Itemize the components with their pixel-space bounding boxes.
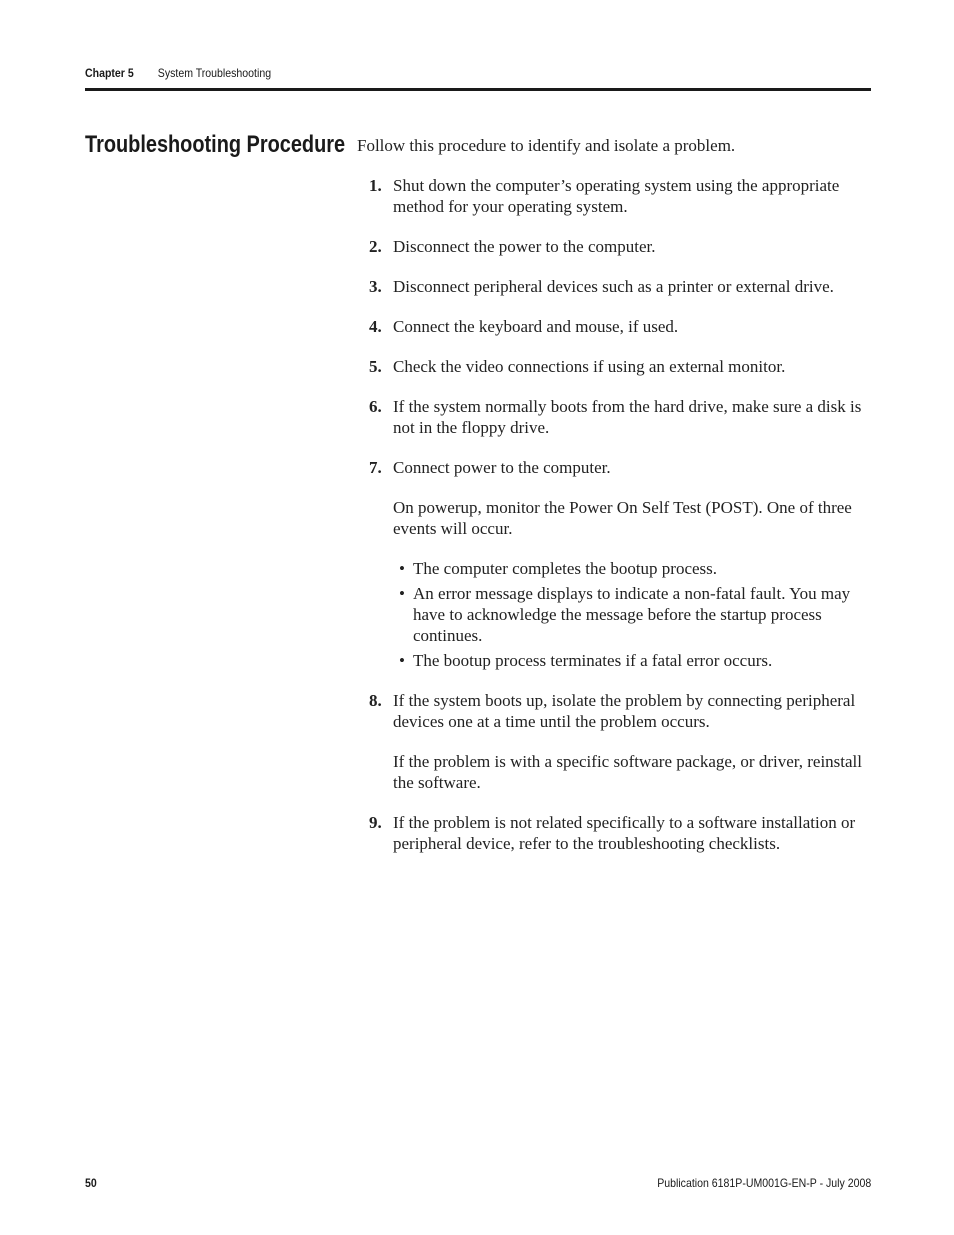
step-6 xyxy=(369,396,871,438)
step-number: 5. xyxy=(369,357,382,376)
procedure-steps xyxy=(369,175,871,873)
list-item-text: The bootup process terminates if a fatal error occurs. xyxy=(413,651,773,670)
step-text: If the system normally boots from the hard drive, make sure a disk is not in the floppy drive. xyxy=(393,397,862,437)
step-text: If the problem is not related specifically to a software installation or peripheral device, refer to the troubleshooting checklists. xyxy=(393,813,856,853)
publication-info: Publication 6181P-UM001G-EN-P - July 2008 xyxy=(656,1176,871,1190)
list-item xyxy=(393,583,871,646)
step-text: Connect the keyboard and mouse, if used. xyxy=(393,317,679,336)
step-text: Disconnect peripheral devices such as a printer or external drive. xyxy=(393,277,834,296)
step-number: 7. xyxy=(369,458,382,477)
step-2 xyxy=(369,236,871,257)
step-followup-text: If the problem is with a specific software package, or driver, reinstall the software. xyxy=(393,752,863,792)
post-outcomes-list xyxy=(393,558,871,671)
page-header xyxy=(85,66,777,80)
step-number: 9. xyxy=(369,813,382,832)
step-number: 3. xyxy=(369,277,382,296)
step-text: Connect power to the computer. xyxy=(393,458,611,477)
step-followup-text: On powerup, monitor the Power On Self Test (POST). One of three events will occur. xyxy=(393,498,852,538)
step-text: If the system boots up, isolate the problem by connecting peripheral devices one at a time until the problem occurs. xyxy=(393,691,856,731)
step-number: 2. xyxy=(369,237,382,256)
step-7 xyxy=(369,457,871,671)
step-number: 1. xyxy=(369,176,382,195)
step-text: Shut down the computer’s operating system using the appropriate method for your operating system. xyxy=(393,176,840,216)
bullet-icon: • xyxy=(399,584,405,603)
intro-paragraph: Follow this procedure to identify and isolate a problem. xyxy=(357,136,736,155)
step-number: 6. xyxy=(369,397,382,416)
list-item xyxy=(393,650,871,671)
step-text: Disconnect the power to the computer. xyxy=(393,237,656,256)
step-9 xyxy=(369,812,871,854)
step-1 xyxy=(369,175,871,217)
list-item-text: The computer completes the bootup process. xyxy=(413,559,718,578)
step-5 xyxy=(369,356,871,377)
chapter-title: System Troubleshooting xyxy=(157,66,272,80)
header-rule xyxy=(85,88,871,91)
bullet-icon: • xyxy=(399,651,405,670)
step-number: 4. xyxy=(369,317,382,336)
chapter-label: Chapter 5 xyxy=(85,66,134,80)
list-item xyxy=(393,558,871,579)
step-8 xyxy=(369,690,871,793)
step-3 xyxy=(369,276,871,297)
step-number: 8. xyxy=(369,691,382,710)
bullet-icon: • xyxy=(399,559,405,578)
section-title: Troubleshooting Procedure xyxy=(85,131,346,158)
page-number: 50 xyxy=(85,1176,97,1190)
step-text: Check the video connections if using an external monitor. xyxy=(393,357,786,376)
list-item-text: An error message displays to indicate a non-fatal fault. You may have to acknowledge the message before the startup process continues. xyxy=(413,584,851,645)
step-4 xyxy=(369,316,871,337)
